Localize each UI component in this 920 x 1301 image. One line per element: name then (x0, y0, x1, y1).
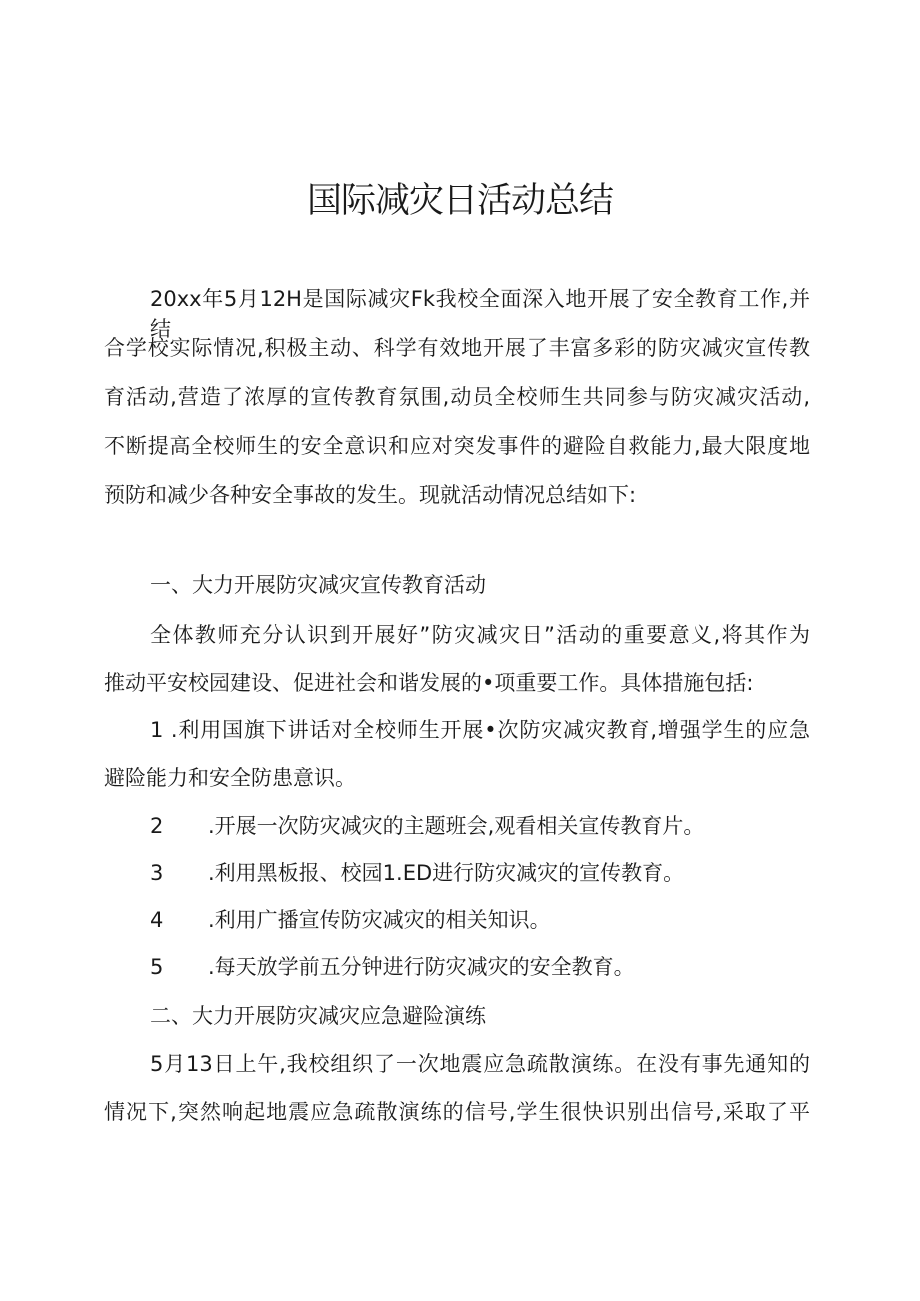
list-item (150, 858, 684, 888)
section1-item1-line-1: 1 .利用国旗下讲话对全校师生开展•次防灾减灾教育,增强学生的应急 (150, 718, 810, 742)
section2-para-line-2: 情况下,突然响起地震应急疏散演练的信号,学生很快识别出信号,采取了平 (104, 1100, 810, 1124)
intro-line-1: 20xx年5月12H是国际减灾Fk我校全面深入地开展了安全教育工作,并结 (150, 287, 810, 341)
list-item (150, 811, 704, 841)
intro-line-4: 不断提高全校师生的安全意识和应对突发事件的避险自救能力,最大限度地 (104, 434, 810, 458)
intro-line-3: 育活动,营造了浓厚的宣传教育氛围,动员全校师生共同参与防灾减灾活动, (104, 385, 810, 409)
section2-heading: 二、大力开展防灾减灾应急避险演练 (150, 1004, 486, 1028)
section1-item1-line-2: 避险能力和安全防患意识。 (104, 766, 356, 790)
list-item-number: 2 (150, 814, 164, 838)
section1-para-line-2: 推动平安校园建设、促进社会和谐发展的•项重要工作。具体措施包括: (104, 671, 754, 695)
intro-line-2: 合学校实际情况,积极主动、科学有效地开展了丰富多彩的防灾减灾宣传教 (104, 336, 810, 360)
intro-line-5: 预防和减少各种安全事故的发生。现就活动情况总结如下: (104, 483, 637, 507)
list-item-text: .利用黑板报、校园1.ED进行防灾减灾的宣传教育。 (208, 861, 685, 885)
section2-para-line-1: 5月13日上午,我校组织了一次地震应急疏散演练。在没有事先通知的 (150, 1052, 810, 1076)
list-item-text: .开展一次防灾减灾的主题班会,观看相关宣传教育片。 (208, 814, 705, 838)
list-item-number: 3 (150, 861, 164, 885)
list-item-text: .每天放学前五分钟进行防灾减灾的安全教育。 (208, 955, 635, 979)
list-item-text: .利用广播宣传防灾减灾的相关知识。 (208, 908, 551, 932)
list-item-number: 4 (150, 908, 164, 932)
section1-heading: 一、大力开展防灾减灾宣传教育活动 (150, 573, 486, 597)
list-item (150, 952, 635, 982)
list-item (150, 905, 551, 935)
document-title: 国际减灾日活动总结 (306, 181, 613, 221)
list-item-number: 5 (150, 955, 164, 979)
section1-para-line-1: 全体教师充分认识到开展好”防灾减灾日”活动的重要意义,将其作为 (150, 623, 810, 647)
